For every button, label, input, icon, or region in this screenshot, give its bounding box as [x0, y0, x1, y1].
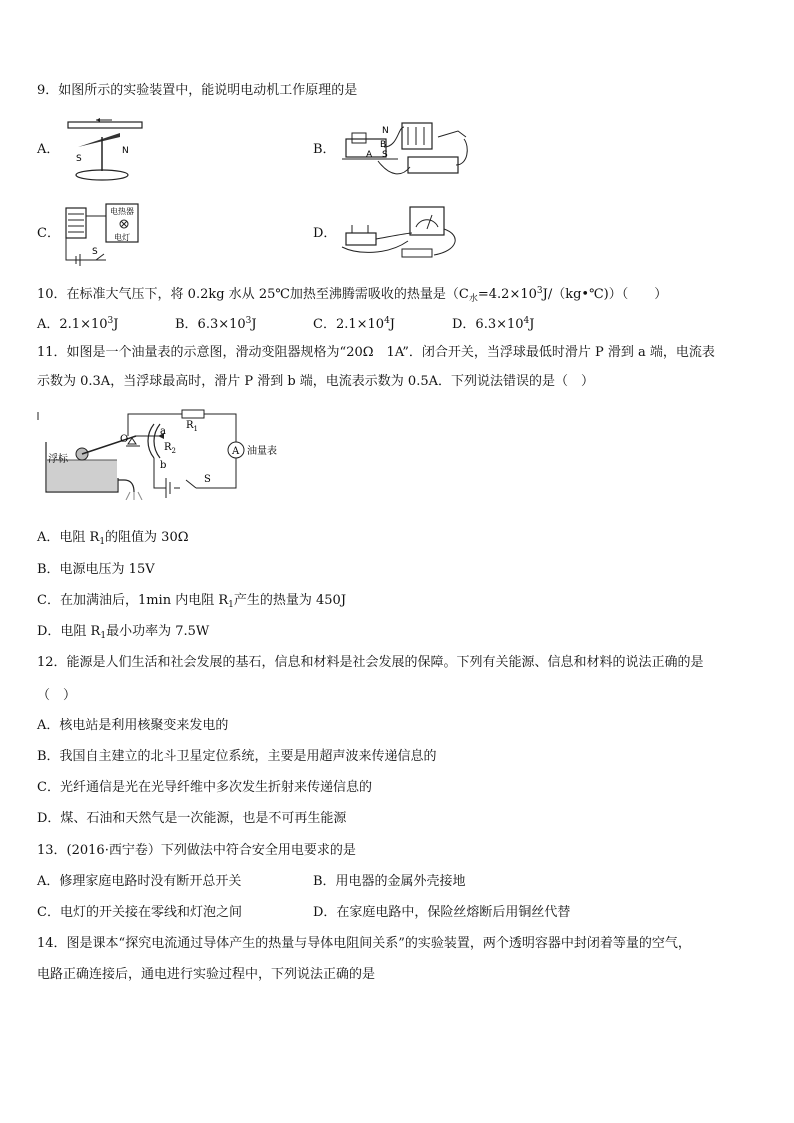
q9-figure-b-apparatus	[338, 117, 476, 183]
q12-stem-line2: （ ）	[37, 688, 77, 703]
q13-option-d: D．在家庭电路中，保险丝熔断后用铜丝代替	[313, 905, 571, 920]
fig-ammeter-label: A	[232, 446, 240, 457]
q10-option-d: D．$6.3\times 10^4J$	[452, 316, 535, 332]
fig-c-lamp-label: 电灯	[114, 233, 130, 242]
q9-option-b-label: B．	[313, 142, 336, 157]
fig-c-heater-label: 电热器	[110, 207, 134, 216]
q10-stem: 10．在标准大气压下，将 0.2kg 水从 25℃加热至沸腾需吸收的热量是$(C_水=4.2\times 10^3J/(kg•℃))$（ ）	[37, 286, 668, 304]
fig-switch-label: S	[204, 474, 211, 485]
q9-figure-d-generator	[338, 205, 468, 263]
fig-b-s-label: S	[382, 150, 388, 160]
q11-stem-line1: 11．如图是一个油量表的示意图，滑动变阻器规格为“20Ω 1A”．闭合开关，当浮球最低时滑片 P 滑到 a 端，电流表	[37, 345, 715, 360]
fig-a-end-label: a	[160, 426, 166, 437]
q13-option-c: C．电灯的开关接在零线和灯泡之间	[37, 905, 242, 920]
q12-option-b: B．我国自主建立的北斗卫星定位系统，主要是用超声波来传递信息的	[37, 749, 437, 764]
fig-float-label: 浮标	[48, 454, 68, 465]
q9-figure-c-relay-circuit	[62, 202, 142, 266]
q14-stem-line2: 电路正确连接后，通电进行实验过程中，下列说法正确的是	[37, 967, 376, 982]
q9-option-a-label: A．	[37, 142, 60, 157]
q11-stem-line2: 示数为 0.3A，当浮球最高时，滑片 P 滑到 b 端，电流表示数为 0.5A．下列说法错误的是（ ）	[37, 374, 594, 389]
fig-a-s-label: S	[76, 154, 82, 164]
fig-c-switch-label: S	[92, 247, 98, 257]
q10-option-b: B．$6.3\times 10^3J$	[175, 316, 257, 332]
q11-option-a: A．电阻 $R_1$的阻值为 30Ω	[37, 530, 189, 547]
fig-b-n-label: N	[382, 126, 389, 136]
q12-option-a: A．核电站是利用核聚变来发电的	[37, 718, 229, 733]
q13-stem: 13．(2016·西宁卷）下列做法中符合安全用电要求的是	[37, 843, 356, 858]
q13-option-b: B．用电器的金属外壳接地	[313, 874, 466, 889]
fig-a-n-label: N	[122, 146, 129, 156]
q13-option-a: A．修理家庭电路时没有断开总开关	[37, 874, 242, 889]
q10-option-c: C．$2.1\times 10^4J$	[313, 316, 396, 332]
fig-b-a-label: A	[366, 150, 373, 160]
q12-stem-line1: 12．能源是人们生活和社会发展的基石，信息和材料是社会发展的保障。下列有关能源、信息和材料的说法正确的是	[37, 655, 704, 670]
q12-option-c: C．光纤通信是光在光导纤维中多次发生折射来传递信息的	[37, 780, 372, 795]
q11-option-b: B．电源电压为 15V	[37, 562, 155, 577]
fig-b-end-label: b	[160, 460, 167, 471]
q11-figure-oil-gauge	[36, 408, 296, 500]
q11-option-c: C．在加满油后，1min 内电阻 $R_1$产生的热量为 450J	[37, 593, 347, 610]
q9-option-c-label: C．	[37, 226, 60, 241]
q12-option-d: D．煤、石油和天然气是一次能源，也是不可再生能源	[37, 811, 347, 826]
fig-o-label: O	[120, 434, 129, 445]
fig-r1-label: $R_1$	[186, 420, 198, 433]
fig-b-b-label: B	[380, 140, 387, 150]
fig-meter-label: 油量表	[247, 446, 277, 457]
q11-option-d: D．电阻 $R_1$最小功率为 7.5W	[37, 624, 210, 641]
q9-option-d-label: D．	[313, 226, 337, 241]
q9-stem: 9．如图所示的实验装置中，能说明电动机工作原理的是	[37, 83, 358, 98]
fig-r2-label: $R_2$	[164, 442, 176, 455]
q9-figure-a-compass	[64, 117, 150, 187]
q14-stem-line1: 14．图是课本“探究电流通过导体产生的热量与导体电阻间关系”的实验装置，两个透明容器中封闭着等量的空气，	[37, 936, 691, 951]
q10-option-a: A．$2.1\times 10^3J$	[37, 316, 119, 332]
